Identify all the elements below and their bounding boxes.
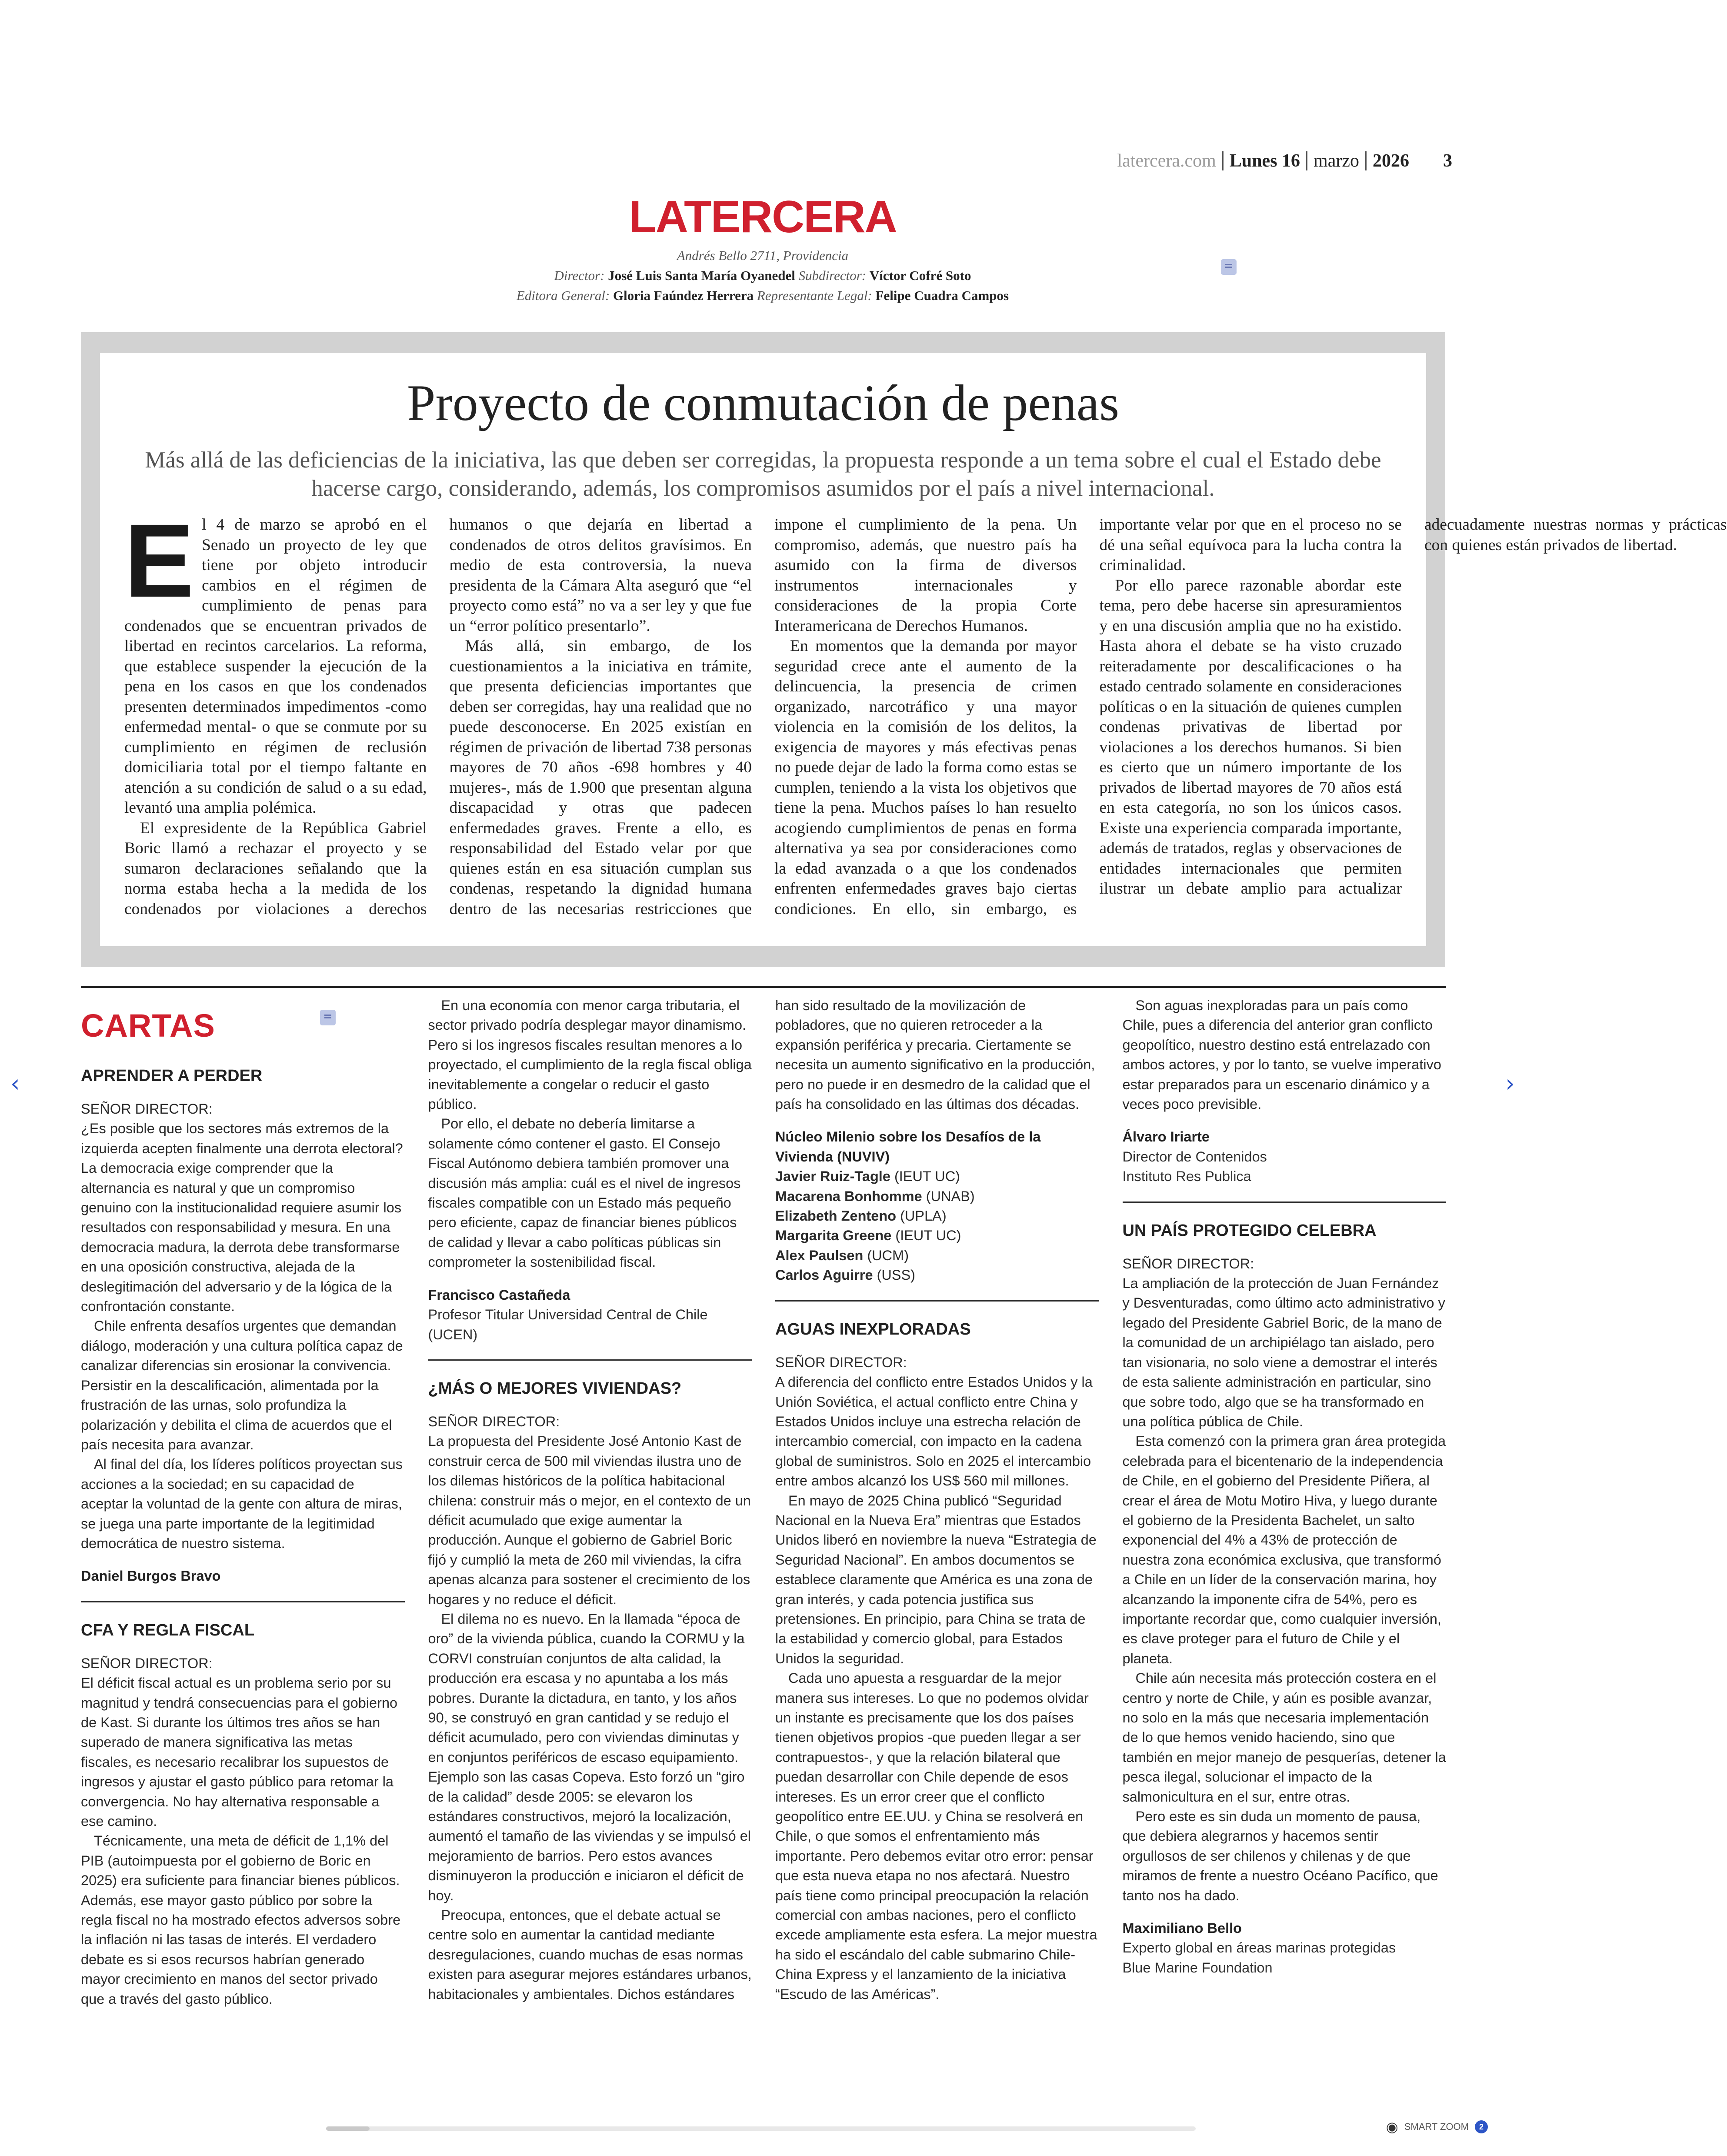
separator: [1306, 151, 1307, 170]
letter-paragraph: La ampliación de la protección de Juan Fernández y Desventuradas, como último acto administrativo y legado del Presidente Gabriel Boric, de la mano de la comunidad de un archipiélago tan aislado, pero tan visionaria, no solo viene a demostrar el interés de esta saliente administración en particular, sino que sobre todo, algo que se ha transformado en una política pública de Chile.: [1122, 1275, 1445, 1429]
signer: Javier Ruiz-Tagle (IEUT UC): [775, 1168, 960, 1185]
issue-year: 2026: [1373, 151, 1409, 171]
signer: Margarita Greene (IEUT UC): [775, 1228, 961, 1244]
smart-zoom-label: SMART ZOOM: [1404, 2121, 1469, 2132]
letter-signature: Daniel Burgos Bravo: [81, 1568, 221, 1584]
letter-paragraph: Técnicamente, una meta de déficit de 1,1% del PIB (autoimpuesta por el gobierno de Boric en 2025) era suficiente para financiar bienes públicos. Además, ese mayor gasto público por sobre la regla fiscal no ha mostrado efectos adversos sobre la inflación ni las tasas de interés. El verdadero debate es si esos recursos habrían generado mayor crecimiento en manos del sector privado que a través del gasto público.: [81, 1833, 401, 2007]
masthead-line-1: Director: José Luis Santa María Oyanedel Subdirector: Víctor Cofré Soto: [554, 268, 971, 283]
letter-divider: [81, 1601, 405, 1602]
letter-paragraph: En una economía con menor carga tributaria, el sector privado podría desplegar mayor dinamismo. Pero si los ingresos fiscales resultan menores a lo proyectado, el cumplimiento de la regla fiscal obliga inevitablemente a congelar o reducir el gasto público.: [428, 998, 752, 1112]
representante-name: Felipe Cuadra Campos: [875, 288, 1009, 303]
letter-signer-role: Profesor Titular Universidad Central de Chile (UCEN): [428, 1307, 708, 1342]
subdirector-name: Víctor Cofré Soto: [869, 268, 971, 283]
cartas-section-title: CARTAS: [81, 1008, 215, 1044]
letter-paragraph: El déficit fiscal actual es un problema serio por su magnitud y tendrá consecuencias para el gobierno de Kast. Si durante los últimos tres años se han superado de manera significativa las metas fiscales, es necesario recalibrar los supuestos de ingresos y ajustar el gasto público para retomar la convergencia. No hay alternativa responsable a ese camino.: [81, 1675, 398, 1829]
masthead: [0, 246, 1525, 306]
previous-page-arrow-icon[interactable]: ‹: [10, 1070, 20, 1097]
newspaper-logo: LATERCERA: [629, 192, 897, 242]
letter-signature: Álvaro Iriarte: [1122, 1129, 1210, 1145]
letter-paragraph: Son aguas inexploradas para un país como Chile, pues a diferencia del anterior gran conflicto geopolítico, nuestro destino está entrelazado con ambos actores, y por lo tanto, se vuelve imperativo estar preparados para un escenario dinámico y a veces poco previsible.: [1122, 998, 1441, 1112]
editorial-inner: [100, 353, 1727, 946]
letter-signer-role: Instituto Res Publica: [1122, 1168, 1251, 1185]
note-annotation-icon[interactable]: [1221, 259, 1237, 275]
letter-signer-role: Experto global en áreas marinas protegidas: [1122, 1940, 1396, 1956]
page-header-line: [1117, 150, 1452, 171]
letter-heading: APRENDER A PERDER: [81, 1067, 263, 1085]
letter-paragraph: Esta comenzó con la primera gran área protegida celebrada para el bicentenario de la independencia de Chile, en el gobierno del Presidente Piñera, al crear el área de Motu Motiro Hiva, y luego durante el gobierno de la Presidenta Bachelet, un salto exponencial del 4% a 43% de protección de nuestra zona económica exclusiva, que transformó a Chile en un líder de la conservación marina, hoy alcanzando la imponente cifra de 54%, pero es importante recordar que, como cualquier inversión, es clave proteger para el futuro de Chile y el planeta.: [1122, 1433, 1446, 1666]
letter-salutation: SEÑOR DIRECTOR:: [1122, 1255, 1254, 1272]
letter-paragraph: Cada uno apuesta a resguardar de la mejor manera sus intereses. Lo que no podemos olvidar un instante es precisamente que los dos países tienen objetivos propios -que pueden llegar a ser contrapuestos-, y que la relación bilateral que puedan desarrollar con Chile depende de esos intereses. Es un error creer que el conflicto geopolítico entre EE.UU. y China se resolverá en Chile, o que somos el enfrentamiento más importante. Pero debemos evitar otro error: pensar que esta nueva etapa no nos afectará. Nuestro país tiene como principal preocupación la relación comercial con ambas naciones, pero el conflicto excede ampliamente esta esfera. La mejor muestra ha sido el escándalo del cable submarino Chile-China Express y el lanzamiento de la iniciativa “Escudo de las Américas”.: [775, 1670, 1097, 2002]
signer: Macarena Bonhomme (UNAB): [775, 1188, 975, 1204]
smart-zoom-control[interactable]: [1386, 2119, 1488, 2135]
masthead-line-2: Editora General: Gloria Faúndez Herrera Representante Legal: Felipe Cuadra Campos: [516, 288, 1009, 303]
letter-paragraph: A diferencia del conflicto entre Estados Unidos y la Unión Soviética, el actual conflicto entre China y Estados Unidos incluye una estrecha relación de intercambio comercial, con impacto en la cadena global de suministros. Solo en 2025 el intercambio entre ambos alcanzó los US$ 560 mil millones.: [775, 1374, 1093, 1489]
letter-paragraph: La propuesta del Presidente José Antonio Kast de construir cerca de 500 mil viviendas ilustra uno de los dilemas históricos de la política habitacional chilena: construir más o mejor, en el contexto de un déficit acumulado que exige aumentar la producción. Aunque el gobierno de Gabriel Boric fijó y cumplió la meta de 260 mil viviendas, la cifra apenas alcanza para sostener el crecimiento de los hogares y no reduce el déficit.: [428, 1433, 751, 1607]
eye-icon: ◉: [1386, 2119, 1398, 2135]
smart-zoom-badge: 2: [1475, 2120, 1488, 2133]
letter-heading: CFA Y REGLA FISCAL: [81, 1621, 255, 1639]
editorial-paragraph: En momentos que la demanda por mayor seguridad crece ante el aumento de la delincuencia, la presencia de crimen organizado, narcotráfico y una mayor violencia en la comisión de los delitos, la exigencia de mayores y más efectivas penas no puede dejar de lado la forma como estas se cumplen, teniendo a la vista los objetivos que tiene la pena. Muchos países lo han resuelto acogiendo cumplimientos de penas en forma alternativa ya sea por consideraciones como la edad avanzada o a que los condenados enfrenten enfermedades graves bajo ciertas condiciones. En ello, sin embargo, es importante velar por que en el proceso no se dé una señal equívoca para la lucha contra la criminalidad.: [774, 516, 1402, 918]
editorial-title: Proyecto de conmutación de penas: [407, 374, 1120, 431]
letter-paragraph: En mayo de 2025 China publicó “Seguridad Nacional en la Nueva Era” mientras que Estados Unidos liberó en noviembre la nueva “Estrategia de Seguridad Nacional”. En ambos documentos se establece claramente que América es una zona de gran interés, y cada potencia justifica sus pretensiones. En principio, para China se trata de la estabilidad y comercio global, para Estados Unidos la seguridad.: [775, 1492, 1097, 1666]
letter-paragraph: ¿Es posible que los sectores más extremos de la izquierda acepten finalmente una derrota electoral? La democracia exige comprender que la alternancia es natural y que un compromiso genuino con la institucionalidad requiere asumir los resultados con responsabilidad y mesura. En una democracia madura, la derrota debe transformarse en una oposición constructiva, alejada de la deslegitimación del adversario y de la lógica de la confrontación constante.: [81, 1121, 403, 1315]
signer: Elizabeth Zenteno (UPLA): [775, 1208, 947, 1224]
letter-signature: Maximiliano Bello: [1122, 1920, 1242, 1936]
editora-name: Gloria Faúndez Herrera: [613, 288, 754, 303]
drop-cap: E: [124, 502, 194, 619]
letter-salutation: SEÑOR DIRECTOR:: [428, 1413, 560, 1429]
letter-salutation: SEÑOR DIRECTOR:: [775, 1354, 907, 1370]
letter-salutation: SEÑOR DIRECTOR:: [81, 1101, 213, 1117]
editorial-paragraph: El 4 de marzo se aprobó en el Senado un proyecto de ley que tiene por objeto introducir cambios en el régimen de cumplimiento de penas para condenados que se encuentran privados de libertad en recintos carcelarios. La reforma, que establece suspender la ejecución de la pena en los casos en que los condenados presenten determinados impedimentos -como enfermedad mental- o que se conmute por su cumplimiento en régimen de reclusión domiciliaria total por el tiempo faltante en atención a su condición de salud o a su edad, levantó una amplia polémica.: [124, 502, 427, 817]
editorial-dek: Más allá de las deficiencias de la iniciativa, las que deben ser corregidas, la propuesta responde a un tema sobre el cual el Estado debe hacerse cargo, considerando, además, los compromisos asumidos por el país a nivel internacional.: [145, 447, 1381, 501]
letter-paragraph: Preocupa, entonces, que el debate actual se centre solo en aumentar la cantidad mediante desregulaciones, cuando muchas de esas normas existen para asegurar mejores estándares urbanos, habitacionales y ambientales. Dichos estándares han sido resultado de la movilización de pobladores, que no quieren retroceder a la expansión periférica y precaria. Ciertamente se necesita un aumento significativo en la producción, pero no puede ir en desmedro de la calidad que el país ha consolidado en las últimas dos décadas.: [428, 998, 1095, 2002]
letter-paragraph: Chile aún necesita más protección costera en el centro y norte de Chile, y aún es posible avanzar, no solo en la más que necesaria implementación de lo que hemos venido haciendo, sino que también en mejor manejo de pesquerías, detener la pesca ilegal, solucionar el impacto de la salmonicultura en el sur, entre otras.: [1122, 1670, 1446, 1805]
letter-paragraph: Pero este es sin duda un momento de pausa, que debiera alegrarnos y hacemos sentir orgullosos de ser chilenos y chilenas y de que miramos de frente a nuestro Océano Pacífico, que tanto nos ha dado.: [1122, 1809, 1438, 1903]
separator: [1365, 151, 1367, 170]
letter-divider: [775, 1300, 1099, 1302]
letters-body: [81, 996, 1446, 2018]
letter-paragraph: Chile enfrenta desafíos urgentes que demandan diálogo, moderación y una cultura política capaz de canalizar diferencias sin erosionar la convivencia. Persistir en la descalificación, alimentada por la frustración de las urnas, solo profundiza la polarización y debilita el clima de acuerdos que el país necesita para avanzar.: [81, 1318, 403, 1452]
separator: [1222, 151, 1224, 170]
letter-paragraph: Por ello, el debate no debería limitarse a solamente cómo contener el gasto. El Consejo Fiscal Autónomo debiera también promover una discusión más amplia: cuál es el nivel de ingresos fiscales compatible con un Estado más pequeño pero eficiente, capaz de financiar bienes públicos de calidad y llevar a cabo políticas públicas sin comprometer la sostenibilidad fiscal.: [428, 1116, 741, 1270]
letter-paragraph: Al final del día, los líderes políticos proyectan sus acciones a la sociedad; en su capacidad de aceptar la voluntad de la gente con altura de miras, se juega una parte importante de la legitimidad democrática de nuestro sistema.: [81, 1456, 403, 1551]
editorial-paragraph: Más allá, sin embargo, de los cuestionamientos a la iniciativa en trámite, que presenta deficiencias importantes que deben ser corregidas, hay una realidad que no puede desconocerse. En 2025 existían en régimen de privación de libertad 738 personas mayores de 70 años -698 hombres y 40 mujeres-, más de 1.900 que presentan alguna discapacidad y otras que padecen enfermedades graves. Frente a ello, es responsabilidad del Estado velar por que quienes están en esa situación cumplan sus condenas, respetando la dignidad humana dentro de las necesarias restricciones que impone el cumplimiento de la pena. Un compromiso, además, que nuestro país ha asumido con la firma de diversos instrumentos internacionales y consideraciones de la propia Corte Interamericana de Derechos Humanos.: [449, 516, 1077, 918]
letter-heading: AGUAS INEXPLORADAS: [775, 1320, 971, 1338]
letter-paragraph: El dilema no es nuevo. En la llamada “época de oro” de la vivienda pública, cuando la CORMU y la CORVI construían conjuntos de alta calidad, la producción era escasa y no apuntaba a los más pobres. Durante la dictadura, en tanto, y los años 90, se construyó en gran cantidad y se redujo el déficit acumulado, pero con viviendas diminutas y en conjuntos periféricos de escaso equipamiento. Ejemplo son las casas Copeva. Esto forzó un “giro de la calidad” desde 2005: se elevaron los estándares constructivos, mejoró la localización, aumentó el tamaño de las viviendas y se impulsó el mejoramiento de barrios. Pero estos avances disminuyeron la producción e iniciaron el déficit de hoy.: [428, 1611, 751, 1903]
letter-divider: [1123, 1201, 1447, 1203]
horizontal-scrollbar[interactable]: [326, 2126, 1196, 2131]
letter-signer-role: Blue Marine Foundation: [1122, 1959, 1273, 1976]
site-name: latercera.com: [1117, 151, 1216, 171]
director-name: José Luis Santa María Oyanedel: [608, 268, 795, 283]
signer: Carlos Aguirre (USS): [775, 1267, 916, 1283]
signer: Alex Paulsen (UCM): [775, 1247, 909, 1263]
title-spacer: [81, 996, 405, 1065]
next-page-arrow-icon[interactable]: ›: [1505, 1070, 1515, 1097]
address: Andrés Bello 2711, Providencia: [677, 248, 849, 263]
letter-heading: UN PAÍS PROTEGIDO CELEBRA: [1122, 1221, 1377, 1240]
editorial-body: [124, 502, 1727, 932]
editorial-paragraph: Por ello parece razonable abordar este tema, pero debe hacerse sin apresuramientos y en una discusión amplia que no ha existido. Hasta ahora el debate se ha visto cruzado reiteradamente por descalificaciones o ha estado centrado solamente en consideraciones políticas o en la situación de quienes cumplen condenas privativas de libertad por violaciones a los derechos humanos. Si bien es cierto que un número importante de los privados de libertad mayores de 70 años está en esta categoría, no son los únicos casos. Existe una experiencia comparada importante, además de tratados, reglas y observaciones de entidades internacionales que permiten ilustrar un debate amplio para actualizar adecuadamente nuestras normas y prácticas con quienes están privados de libertad.: [1099, 516, 1727, 898]
letter-signature: Francisco Castañeda: [428, 1287, 570, 1303]
letter-salutation: SEÑOR DIRECTOR:: [81, 1655, 213, 1671]
issue-month: marzo: [1314, 151, 1359, 171]
letter-heading: ¿MÁS O MEJORES VIVIENDAS?: [428, 1379, 682, 1398]
issue-day: Lunes 16: [1229, 151, 1300, 171]
letter-divider: [428, 1359, 752, 1361]
section-rule: [81, 986, 1446, 988]
editorial-paragraph: El expresidente de la República Gabriel Boric llamó a rechazar el proyecto y se sumaron declaraciones señalando que la norma estaba hecha a la medida de los condenados por violaciones a derechos humanos o que dejaría en libertad a condenados de otros delitos gravísimos. En medio de esta controversia, la nueva presidenta de la Cámara Alta aseguró que “el proyecto como está” no va a ser ley y que fue un “error político presentarlo”.: [124, 516, 752, 918]
letter-signer-role: Director de Contenidos: [1122, 1148, 1267, 1165]
page-number: 3: [1443, 151, 1452, 171]
scrollbar-thumb[interactable]: [326, 2126, 370, 2131]
letter-signature-entity: Núcleo Milenio sobre los Desafíos de la Vivienda (NUVIV): [775, 1129, 1041, 1165]
editorial-box: [81, 332, 1727, 967]
